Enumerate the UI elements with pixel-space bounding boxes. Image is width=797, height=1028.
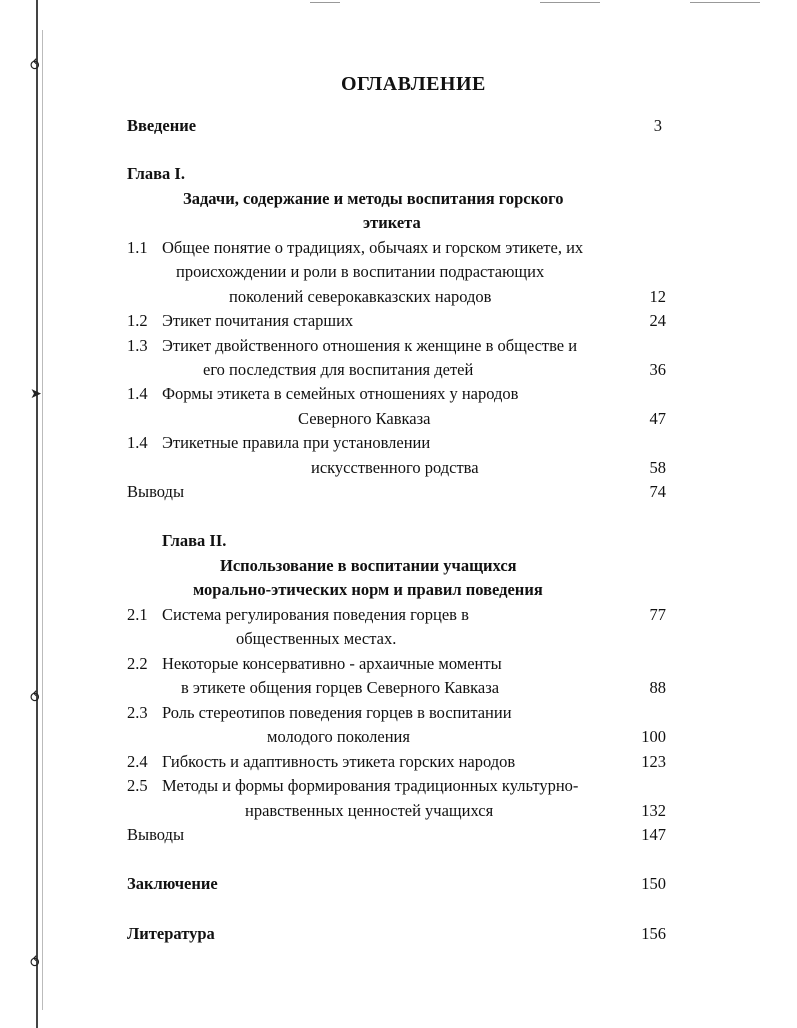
chapter1-subtitle-line2: этикета [363,213,421,232]
chapter2-conclusions-page: 147 [641,825,666,844]
toc-item-line: поколений северокавказских народов [229,287,492,306]
toc-item-page: 12 [649,287,666,306]
toc-item-line: искусственного родства [311,458,479,477]
toc-literature-label: Литература [127,924,215,943]
scan-top-mark [540,2,600,3]
toc-item-number: 2.2 [127,654,148,673]
toc-intro-label: Введение [127,116,197,135]
toc-item-line: Северного Кавказа [298,409,431,428]
toc-item-number: 2.1 [127,605,148,624]
toc-item-line: Этикет двойственного отношения к женщине в обществе и [162,336,578,355]
toc-item-line: Некоторые консервативно - архаичные моменты [162,654,502,673]
chapter1-conclusions-label: Выводы [127,482,185,501]
binder-hole-icon: ⥀ [30,690,40,706]
toc-item-number: 2.3 [127,703,148,722]
toc-literature-page: 156 [641,924,666,943]
toc-item-number: 1.4 [127,384,148,403]
toc-conclusion-label: Заключение [127,874,218,893]
toc-item-line: Этикетные правила при установлении [162,433,431,452]
toc-intro-page: 3 [653,116,662,135]
toc-item-page: 36 [649,360,666,379]
toc-item-line: Роль стереотипов поведения горцев в воспитании [162,703,512,722]
toc-item-line: Этикет почитания старших [162,311,354,330]
toc-item-line: его последствия для воспитания детей [203,360,474,379]
chapter2-conclusions-label: Выводы [127,825,185,844]
chapter1-conclusions-page: 74 [649,482,666,501]
scan-top-mark [310,2,340,3]
binder-hole-icon: ⥀ [30,58,40,74]
toc-item-page: 123 [641,752,666,771]
toc-item-number: 1.1 [127,238,148,257]
toc-item-line: Методы и формы формирования традиционных культурно- [162,776,579,795]
toc-item-page: 132 [641,801,666,820]
toc-item-page: 58 [649,458,666,477]
toc-item-line: общественных местах. [236,629,397,648]
toc-item-page: 100 [641,727,666,746]
scan-edge-line [36,0,38,1028]
toc-item-line: нравственных ценностей учащихся [245,801,494,820]
toc-item-page: 24 [649,311,666,330]
toc-item-number: 1.4 [127,433,148,452]
binder-hole-icon: ➤ [30,386,42,402]
chapter2-heading: Глава II. [162,531,227,550]
toc-item-page: 77 [649,605,666,624]
toc-item-line: в этикете общения горцев Северного Кавказа [181,678,500,697]
toc-item-line: Формы этикета в семейных отношениях у народов [162,384,519,403]
toc-item-line: Общее понятие о традициях, обычаях и горском этикете, их [162,238,584,257]
scan-edge-line-faint [42,30,43,1010]
toc-item-number: 1.2 [127,311,148,330]
toc-item-line: Гибкость и адаптивность этикета горских народов [162,752,516,771]
scan-top-mark [690,2,760,3]
chapter1-subtitle-line1: Задачи, содержание и методы воспитания горского [183,189,564,208]
toc-item-line: молодого поколения [267,727,410,746]
toc-item-page: 88 [649,678,666,697]
chapter2-subtitle-line2: морально-этических норм и правил поведения [193,580,543,599]
toc-item-number: 2.5 [127,776,148,795]
toc-item-number: 1.3 [127,336,148,355]
chapter2-subtitle-line1: Использование в воспитании учащихся [220,556,517,575]
toc-item-line: происхождении и роли в воспитании подрастающих [176,262,545,281]
page-title: ОГЛАВЛЕНИЕ [341,73,486,95]
chapter1-heading: Глава I. [127,164,185,183]
toc-item-line: Система регулирования поведения горцев в [162,605,469,624]
toc-item-page: 47 [649,409,666,428]
toc-conclusion-page: 150 [641,874,666,893]
binder-hole-icon: ⥀ [30,955,40,971]
toc-item-number: 2.4 [127,752,148,771]
